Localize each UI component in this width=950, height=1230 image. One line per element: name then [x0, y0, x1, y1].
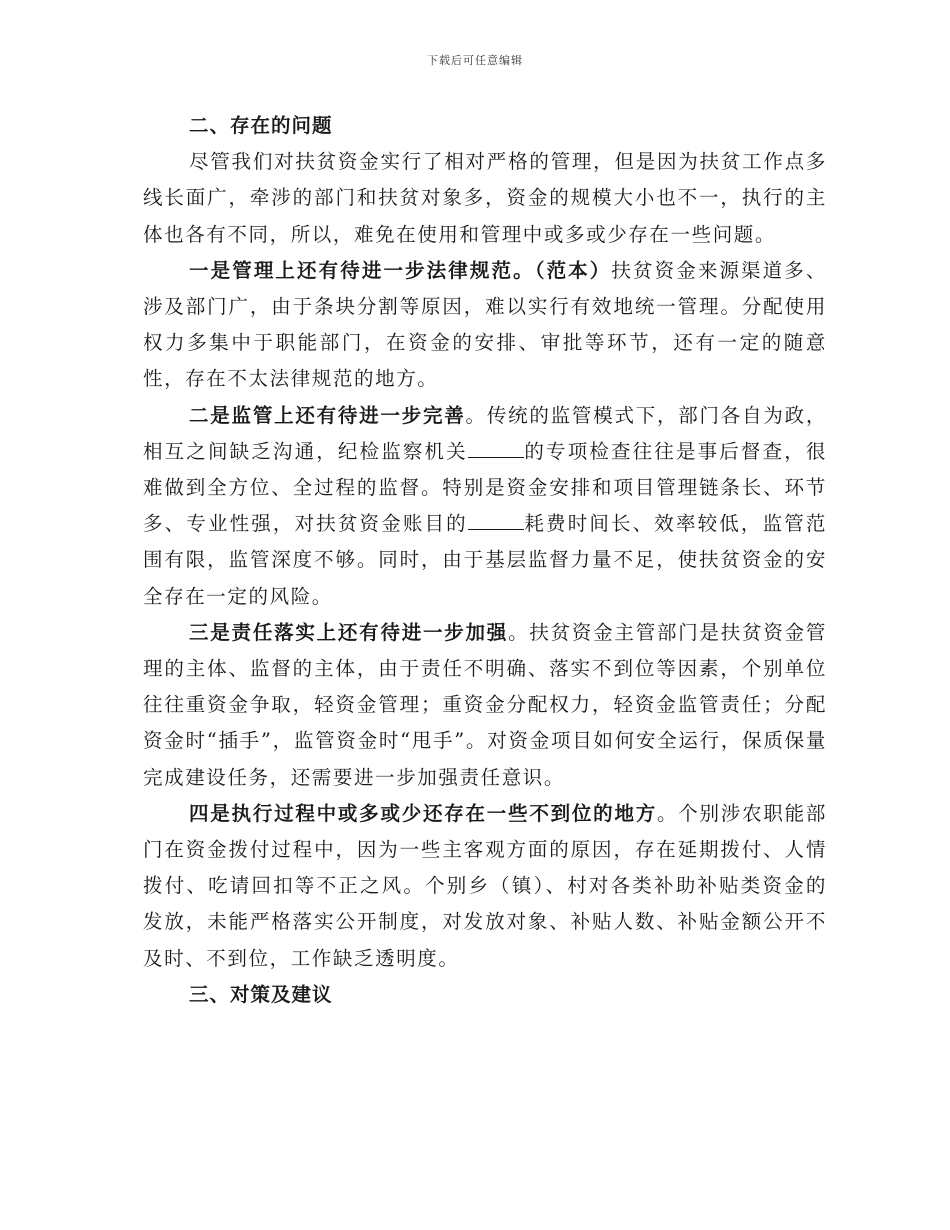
blank-underline-2	[468, 511, 524, 530]
section-heading-suggestions: 三、对策及建议	[189, 982, 333, 1006]
problem-text-4: 。个别涉农职能部门在资金拨付过程中，因为一些主客观方面的原因，存在延期拨付、人情拨付、吃请回扣等不正之风。个别乡（镇）、村对各类补助补贴类资金的发放，未能严格落实公开制度，对发放对象、补贴人数、补贴金额公开不及时、不到位，工作缺乏透明度。	[143, 801, 827, 970]
problem-paragraph-2	[143, 398, 827, 615]
problem-text-1: 扶贫资金来源渠道多、涉及部门广，由于条块分割等原因，难以实行有效地统一管理。分配使用权力多集中于职能部门，在资金的安排、审批等环节，还有一定的随意性，存在不太法律规范的地方。	[143, 258, 827, 391]
problem-lead-1: 一是管理上还有待进一步法律规范。（范本）	[189, 258, 612, 282]
problem-paragraph-3	[143, 615, 827, 796]
blank-underline-1	[468, 439, 524, 458]
section-heading-problems: 二、存在的问题	[189, 114, 333, 137]
problem-text-2b: 的专项检查往往是事后督查，很难做到全方位、全过程的监督。特别是资金安排和项目管理链条长、环节多、专业性强，对扶贫资金账目的	[143, 439, 827, 536]
intro-paragraph: 尽管我们对扶贫资金实行了相对严格的管理，但是因为扶贫工作点多线长面广，牵涉的部门和扶贫对象多，资金的规模大小也不一，执行的主体也各有不同，所以，难免在使用和管理中或多或少存在一些问题。	[143, 150, 827, 246]
problem-lead-4: 四是执行过程中或多或少还存在一些不到位的地方	[189, 801, 657, 825]
problem-lead-2: 二是监管上还有待进一步完善	[189, 403, 466, 427]
page-header: 下载后可任意编辑	[427, 54, 523, 67]
problem-text-3: 。扶贫资金主管部门是扶贫资金管理的主体、监督的主体，由于责任不明确、落实不到位等因素，个别单位往往重资金争取，轻资金管理；重资金分配权力，轻资金监管责任；分配资金时“插手”，监管资金时“甩手”。对资金项目如何安全运行，保质保量完成建设任务，还需要进一步加强责任意识。	[143, 620, 827, 789]
problem-paragraph-1	[143, 253, 827, 398]
problem-paragraph-4	[143, 796, 827, 977]
problem-text-2a: 。传统的监管模式下，部门各自为政，相互之间缺乏沟通，纪检监察机关	[143, 403, 827, 463]
document-body	[143, 108, 827, 1013]
problem-text-2c: 耗费时间长、效率较低，监管范围有限，监管深度不够。同时，由于基层监督力量不足，使扶贫资金的安全存在一定的风险。	[143, 512, 827, 608]
problem-lead-3: 三是责任落实上还有待进一步加强	[189, 620, 509, 644]
